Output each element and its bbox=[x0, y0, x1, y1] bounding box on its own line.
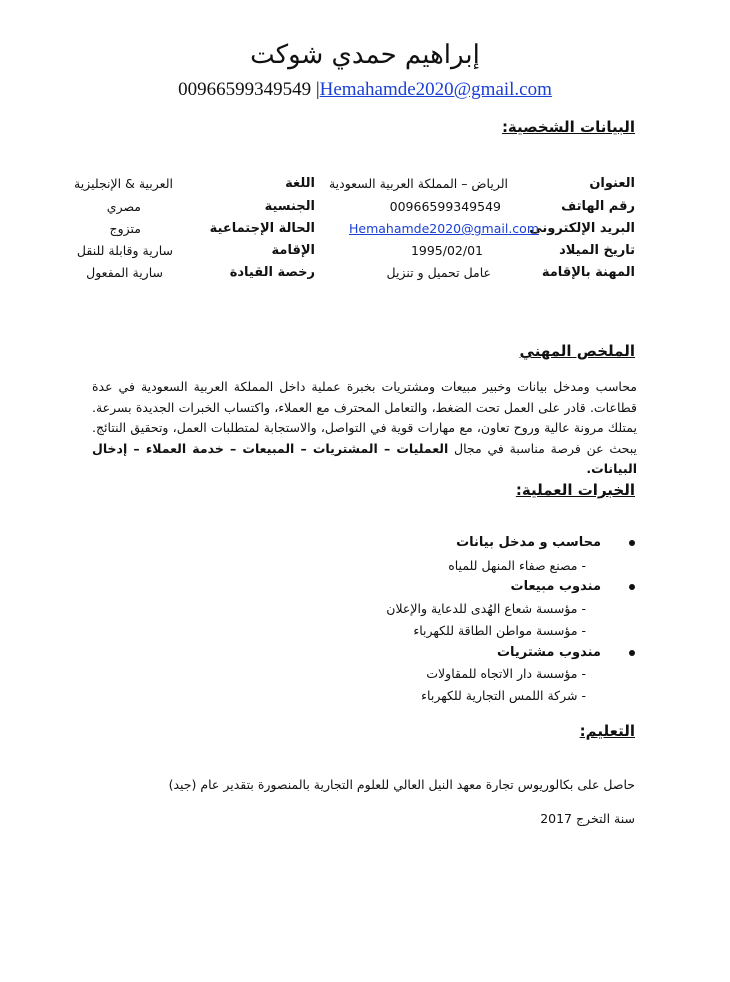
label-marital-status: الحالة الإجتماعية bbox=[209, 221, 315, 236]
value-email-link[interactable]: Hemahamde2020@gmail.com bbox=[348, 221, 539, 236]
experience-place-2-2: - مؤسسة مواطن الطاقة للكهرباء bbox=[413, 623, 586, 638]
value-address: الرياض – المملكة العربية السعودية bbox=[328, 176, 508, 191]
label-email: البريد الإلكتروني bbox=[529, 221, 635, 236]
summary-paragraph bbox=[92, 377, 637, 480]
label-address: العنوان bbox=[589, 176, 635, 191]
bullet-icon bbox=[629, 540, 635, 546]
value-occupation: عامل تحميل و تنزيل bbox=[386, 265, 491, 280]
education-section-title: التعليم: bbox=[579, 722, 635, 740]
label-occupation: المهنة بالإقامة bbox=[541, 265, 635, 280]
header-email-link[interactable]: Hemahamde2020@gmail.com bbox=[319, 79, 552, 100]
value-nationality: مصري bbox=[106, 199, 141, 214]
value-driving-license: سارية المفعول bbox=[86, 265, 163, 280]
label-nationality: الجنسية bbox=[264, 199, 315, 214]
experience-section-title: الخبرات العملية: bbox=[515, 481, 635, 499]
summary-text: محاسب ومدخل بيانات وخبير مبيعات ومشتريات بخبرة عملية داخل المملكة العربية السعودية في عدة قطاعات. قادر على العمل تحت الضغط، والتعامل المحترف مع العملاء، واكتساب الخبرات الجديدة بسرعة. يمتلك مرونة عالية وروح تعاون، مع مهارات قوية في التواصل، والاستجابة لمتطلبات العمل، وتحقيق النتائج. يبحث عن فرصة مناسبة في مجال bbox=[92, 379, 637, 456]
value-phone: 00966599349549 bbox=[389, 199, 501, 214]
personal-section-title: البيانات الشخصية: bbox=[501, 118, 635, 136]
bullet-icon bbox=[629, 650, 635, 656]
bullet-icon bbox=[629, 584, 635, 590]
label-driving-license: رخصة القيادة bbox=[229, 265, 315, 280]
experience-role-3: مندوب مشتريات bbox=[497, 645, 635, 660]
experience-place-3-1: - مؤسسة دار الاتجاه للمقاولات bbox=[426, 666, 586, 681]
label-language: اللغة bbox=[285, 176, 315, 191]
header-separator: | bbox=[311, 79, 320, 100]
experience-place-2-1: - مؤسسة شعاع الهُدى للدعاية والإعلان bbox=[386, 601, 586, 616]
experience-place-1-1: - مصنع صفاء المنهل للمياه bbox=[448, 558, 586, 573]
label-residency: الإقامة bbox=[271, 243, 315, 258]
candidate-name: إبراهيم حمدي شوكت bbox=[250, 40, 480, 70]
summary-fields: العمليات – المشتريات – المبيعات – خدمة العملاء – إدخال البيانات. bbox=[92, 440, 637, 476]
value-language: العربية & الإنجليزية bbox=[74, 176, 173, 191]
label-phone: رقم الهاتف bbox=[561, 199, 635, 214]
summary-section-title: الملخص المهني bbox=[519, 342, 635, 360]
label-birthdate: تاريخ الميلاد bbox=[559, 243, 635, 258]
contact-line bbox=[0, 79, 730, 101]
experience-role-1: محاسب و مدخل بيانات bbox=[456, 535, 635, 550]
education-degree: حاصل على بكالوريوس تجارة معهد النيل العالي للعلوم التجارية بالمنصورة بتقدير عام (جيد) bbox=[168, 777, 635, 792]
education-graduation-year: سنة التخرج 2017 bbox=[540, 811, 635, 826]
value-marital-status: متزوج bbox=[109, 221, 141, 236]
value-birthdate: 1995/02/01 bbox=[410, 243, 483, 258]
value-residency: سارية وقابلة للنقل bbox=[76, 243, 173, 258]
experience-role-2: مندوب مبيعات bbox=[511, 579, 635, 594]
experience-place-3-2: - شركة اللمس التجارية للكهرباء bbox=[421, 688, 586, 703]
header-phone: 00966599349549 bbox=[178, 79, 312, 100]
